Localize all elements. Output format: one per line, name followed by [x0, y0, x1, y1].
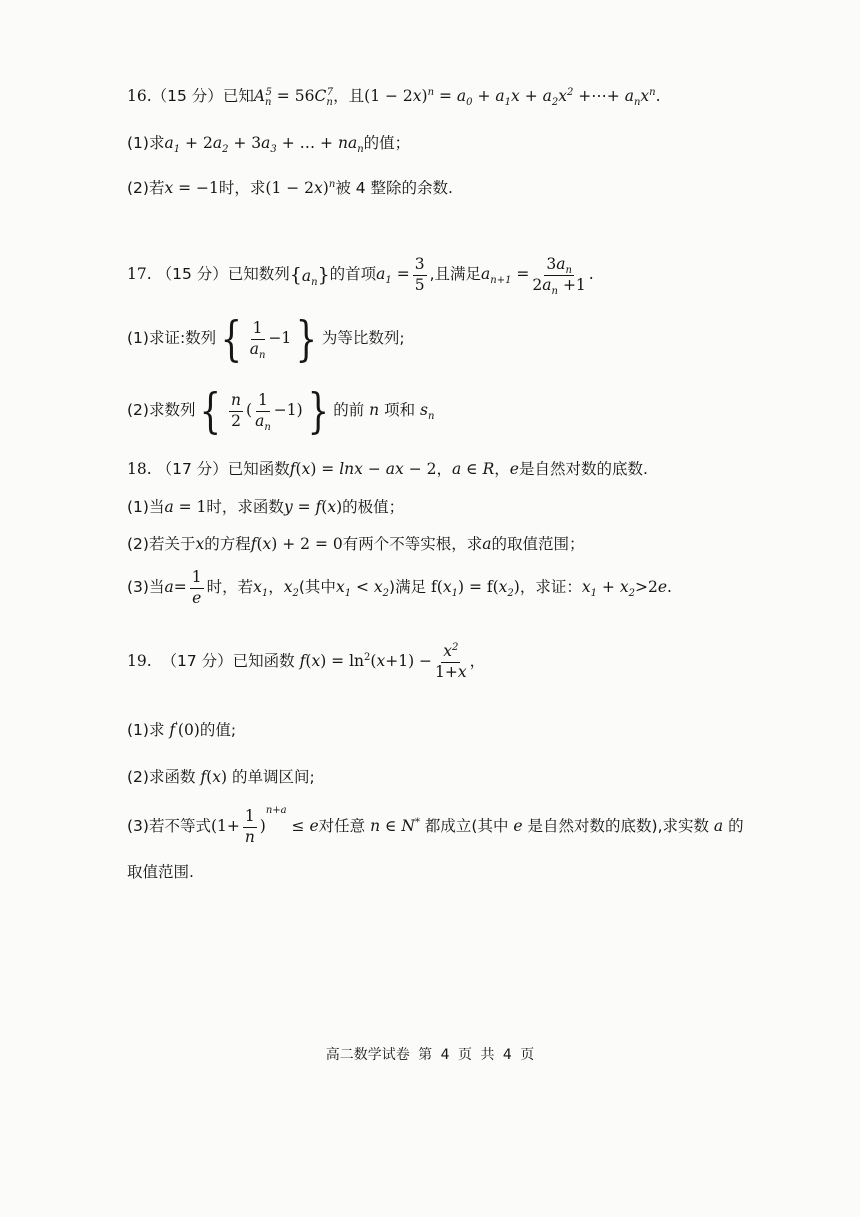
q19-part3: (3)若不等式 (1+ $\frac{1}{n}$ )$^{n+a}$ ≤ e 对任意 n ∈ N* 都成立(其中 e 是自然对数的底数),求实数 a 的 [127, 805, 744, 846]
q19-p3-label: (3)若不等式 [127, 817, 211, 836]
q16-number: 16. [127, 87, 152, 105]
q17-frac-3-5: $\frac{3}{5}$ [414, 255, 425, 294]
q19-comma: ， [469, 652, 486, 671]
q17-part1: (1)求证:数列 { $\frac{1}{a_n}$ −1 } 为等比数列; [127, 311, 405, 367]
q17-stem-text-b: 的首项 [329, 265, 377, 284]
q16-math-A: $A_n^5 = 56C_n^7$ [253, 86, 334, 109]
q17-p2-end2: 项和 [384, 401, 416, 420]
q18-stem-text: 已知函数 [227, 460, 290, 478]
q18-p2-mid2: 有两个不等实根，求 [342, 535, 483, 553]
q18-p2-end: 的取值范围； [491, 535, 585, 553]
q17-p1-frac: $\frac{1}{a_n}$ [249, 319, 266, 361]
q17-seq: $\{a_n\}$ [289, 263, 330, 288]
left-brace: { [220, 311, 243, 367]
q18-p2-mid: 的方程 [204, 535, 251, 553]
q17-stem-text: 已知数列 [227, 265, 290, 284]
q17-p2-frac-n2: $\frac{n}{2}$ [231, 391, 241, 430]
q16-p2-end: 被 4 整除的余数. [335, 179, 453, 197]
right-brace: } [307, 383, 329, 439]
q18-p3-period: . [667, 578, 672, 597]
q16-points: （15 分） [151, 87, 223, 105]
q19-part1: (1)求 f'(0) 的值; [127, 720, 237, 739]
q17-stem: 17. （15 分） 已知数列 $\{a_n\}$ 的首项 $a_1$ = $\frac{3}{5}$ ,且满足 $a_{n+1}$ = $\frac{3a_n}{2a_n +1}$ . [127, 255, 594, 297]
q16-p2-label: (2)若 [127, 179, 165, 197]
q18-p3-label: (3)当 [127, 578, 165, 597]
q17-p1-label: (1)求证:数列 [127, 329, 217, 348]
q19-number: 19. [127, 652, 152, 671]
q19-p3-mid: 对任意 [318, 817, 366, 836]
q18-p3-frac: $\frac{1}{e}$ [191, 568, 202, 607]
page-footer: 高二数学试卷 第 4 页 共 4 页 [325, 1047, 535, 1063]
q19-p3-mid4: 的 [728, 817, 744, 836]
q18-domain: a ∈ R [451, 460, 495, 478]
q17-p1-end: 为等比数列; [321, 329, 405, 348]
q16-p2-math-x: x = −1 [164, 179, 219, 197]
q16-part2 [127, 178, 453, 197]
q18-part1: (1)当 a = 1 时，求函数 y = f(x) 的极值； [127, 498, 405, 516]
q17-recurrence-lhs: $a_{n+1}$ = [481, 265, 530, 287]
q19-function: $f(x) = \ln^2(x+1)$ − [299, 652, 433, 671]
right-brace: } [295, 311, 318, 367]
q18-p3-mid5: ，求证： [519, 578, 582, 597]
q19-stem-text: 已知函数 [232, 652, 295, 671]
q19-part2: (2)求函数 f(x) 的单调区间; [127, 768, 315, 786]
q18-points: （17 分） [156, 460, 228, 478]
q19-p2-label: (2)求函数 [127, 768, 196, 786]
q19-p2-end: 的单调区间; [231, 768, 315, 786]
q18-part3: (3)当 a= $\frac{1}{e}$ 时，若 $x_1$ ， $x_2$ (其中 $x_1 < x_2$ )满足 $f(x_1) = f(x_2)$ ，求证： $x_1 + x_2>2e$ . [127, 568, 672, 607]
q18-stem: 18. （17 分） 已知函数 f(x) = lnx − ax − 2 ， a ∈ R ， e 是自然对数的底数. [127, 460, 648, 478]
q18-p3-mid4: )满足 [389, 578, 427, 597]
q17-p2-end: 的前 [333, 401, 365, 420]
q17-points: （15 分） [156, 265, 228, 284]
q19-p3-cont: 取值范围. [127, 863, 194, 881]
q16-math-expansion: $(1 - 2x)^n = a_0 + a_1x + a_2x^2$ +⋯+ $a_nx^n$ [364, 86, 656, 109]
q18-p1-label: (1)当 [127, 498, 165, 516]
q18-comma-2: ， [494, 460, 510, 478]
q18-part2: (2)若关于 x 的方程 f(x) + 2 = 0 有两个不等实根，求 a 的取值范围； [127, 535, 585, 553]
q16-p1-end: 的值； [363, 134, 411, 152]
q18-p2-label: (2)若关于 [127, 535, 196, 553]
q19-p1-label: (1)求 [127, 721, 165, 739]
q19-p3-mid2: 都成立(其中 [424, 817, 509, 836]
left-brace: { [200, 383, 222, 439]
q18-p3-comma: ， [268, 578, 284, 597]
q16-p1-math: $a_1 + 2a_2 + 3a_3$ + … + $na_n$ [164, 134, 364, 156]
q18-comma: ， [436, 460, 452, 478]
q18-p1-end: 的极值； [342, 498, 405, 516]
q17-a1: $a_1$ = [376, 265, 410, 287]
q17-part2: (2)求数列 { $\frac{n}{2}$ ( $\frac{1}{a_n}$ −1) } 的前 n 项和 $s_n$ [127, 383, 435, 439]
q19-frac: $\frac{x^2}{1+x}$ [435, 641, 467, 681]
q16-stem-text-b: ，且 [333, 87, 365, 105]
q19-p3-mid3: 是自然对数的底数),求实数 [527, 817, 709, 836]
q17-p2-label: (2)求数列 [127, 401, 196, 420]
q19-stem [127, 638, 485, 686]
q16-part1 [127, 134, 411, 156]
q19-p1-end: 的值; [199, 721, 237, 739]
q19-p3-frac: $\frac{1}{n}$ [244, 807, 255, 846]
q17-recurrence-frac: $\frac{3a_n}{2a_n +1}$ [532, 255, 586, 297]
q16-stem-text: 已知 [222, 87, 254, 105]
q17-p2-frac-1an: $\frac{1}{a_n}$ [255, 391, 271, 433]
q19-points: （17 分） [161, 652, 233, 671]
q16-stem [127, 86, 661, 109]
q16-period: . [655, 87, 661, 105]
q18-p1-mid: 时，求函数 [206, 498, 284, 516]
q16-p1-label: (1)求 [127, 134, 165, 152]
q18-stem-end: 是自然对数的底数. [518, 460, 648, 478]
q19-part3-cont [127, 865, 194, 881]
q18-p3-mid3: (其中 [298, 578, 336, 597]
q17-stem-text-c: ,且满足 [429, 265, 482, 284]
q17-number: 17. [127, 265, 152, 284]
q18-number: 18. [127, 460, 152, 478]
q18-p3-mid: 时，若 [206, 578, 254, 597]
q16-p2-math-expr: $(1 - 2x)^n$ [265, 178, 336, 197]
q18-function: f(x) = lnx − ax − 2 [289, 460, 437, 478]
q16-p2-mid: 时，求 [218, 179, 266, 197]
